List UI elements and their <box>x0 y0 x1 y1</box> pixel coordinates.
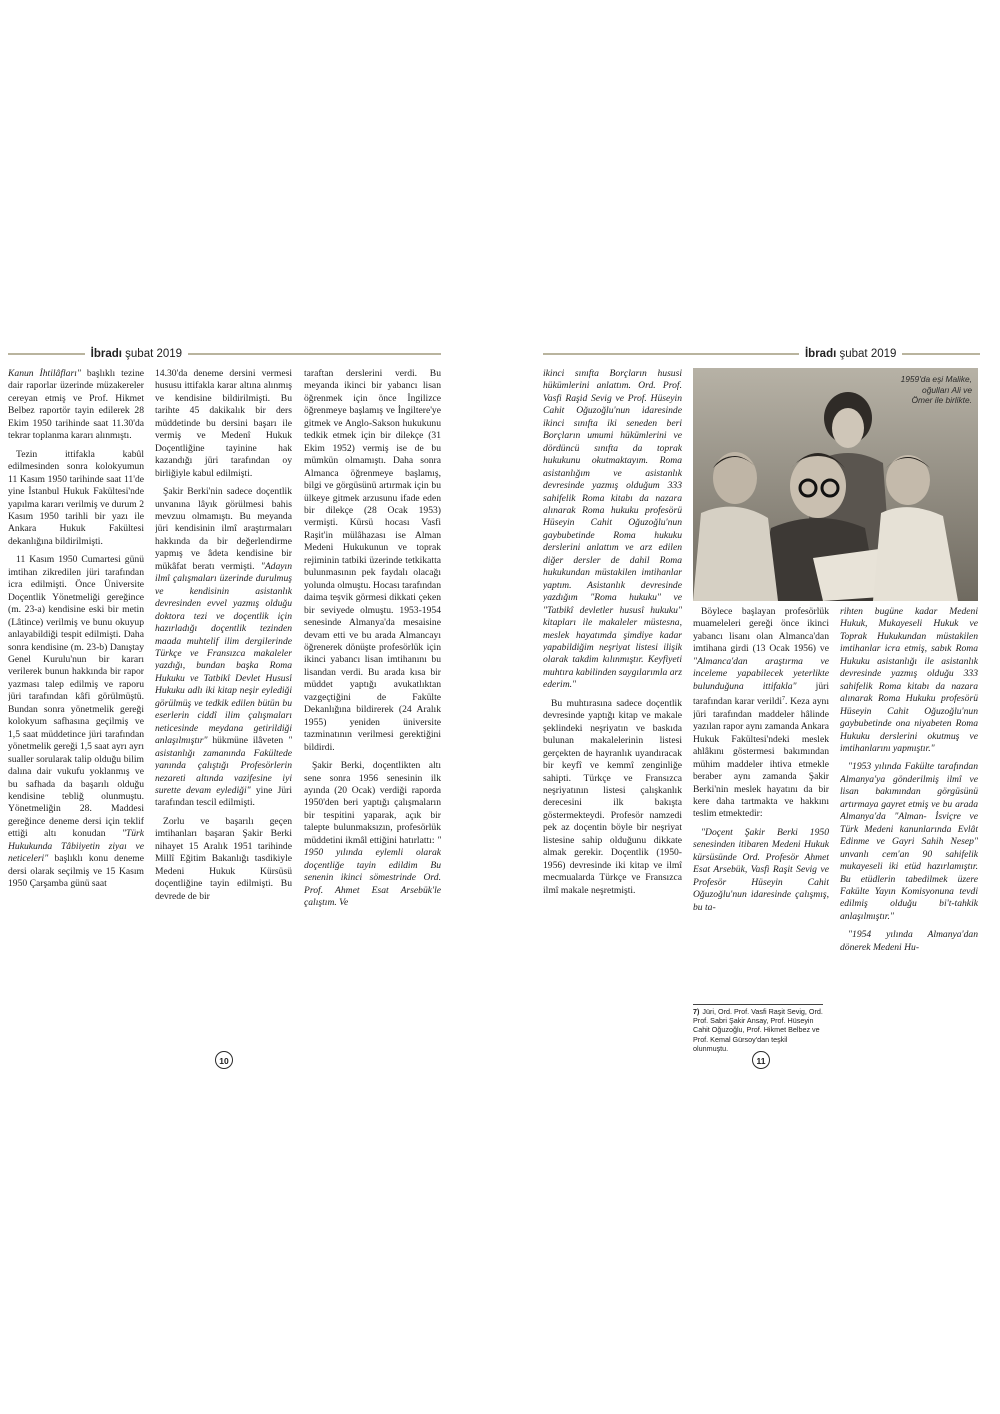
text-column-5 <box>693 606 829 998</box>
left-page-header <box>8 346 441 362</box>
paragraph: taraftan derslerini verdi. Bu meyanda ikinci bir yabancı lisan öğrenmek için önce İngilizce öğrenmeye başlamış ve İngiltere'ye gitmek ve Anglo-Sakson hukukunu tedkik etmek için bir dilekçe (31 Ekim 1952) vermiş ise de bu mümkün olmamıştı. Daha sonra Almanca öğrenmeye başlamış, bilgi ve görgüsünü artırmak için bu ülkeye gitmek arzusunu ifade eden bir dilekçe (28 Ocak 1953) vermişti. Kürsü hocası Vasfi Raşit'in mülâhazası ise Alman Medeni Hukukunun ve toprak rejiminin tatbiki üzerinde tetkikatta bulunmasının pek faydalı olacağı yolunda olmuştu. Hocası tarafından daima teşvik görmesi dikkati çeken bir seviyede olmuştu. 1953-1954 senesinde Almanya'da mesaisine devam etti ve bu arada Almancayı öğrenerek dönüşte profesörlük için ikinci yabancı lisan imtihanını bu lisandan verdi. Bu arada kısa bir müddet yaptığı avukatlıktan vazgeçtiğini de Fakülte Dekanlığına bildirerek (24 Aralık 1955) yeniden üniversite tazminatının verilmesi gerektiğini bildirdi. <box>304 368 441 753</box>
paragraph: Tezin ittifakla kabûl edilmesinden sonra kolokyumun 11 Kasım 1950 tarihinde saat 11'de yine İstanbul Hukuk Fakültesi'nde yapılma kararı verilmiş ve durum 2 Kasım 1950 tarihli bir yazı ile Ankara Hukuk Fakültesi dekanlığına bildirilmişti. <box>8 448 144 547</box>
paragraph: Böylece başlayan profesörlük muameleleri gereği önce ikinci yabancı lisanı olan Almanca'dan imtihana girdi (13 Ocak 1956) ve "Almanca'dan araştırma ve inceleme yapabilecek yeterlikte bulunduğuna ittifakla" jüri tarafından karar verildi$^7$. Keza aynı jüri tarafından maddeler hâlinde yazılan rapor aynı zamanda Ankara Hukuk Fakültesi'ndeki meslek ahlâkını göstermesi bakımından mühim maddeler ihtiva etmekle beraber aynı zamanda Şakir Berki'nin meslek hayatını da bir kere daha tartmakta ve hakkını teslim etmektedir: <box>693 606 829 820</box>
paragraph: Şakir Berki, doçentlikten altı sene sonra 1956 senesinin ilk ayında (20 Ocak) verdiği raporda 1950'den beri yaptığı çalışmaların bir tespitini yaparak, açık bir talepte bulunmaksızın, profesörlük müddetini ikmâl ettiğini hatırlattı: " 1950 yılında eylemli olarak doçentliğe tayin edildim Bu senenin ikinci sömestrinde Ord. Prof. Ahmet Esat Arsebük'le çalıştım. Ve <box>304 760 441 909</box>
paragraph: Bu muhtırasına sadece doçentlik devresinde yaptığı kitap ve makale şeklindeki neşriyatın ve baskıda bulunan makalelerinin listesi gerçekten de hayranlık uyandıracak bir keyfî ve kemmî zenginliğe sahipti. Türkçe ve Fransızca neşriyatının listesi çalışkanlık derecesini ilk bakışta göstermekteydi. Profesör namzedi pek az doçentin böyle bir neşriyat listesine sahip olduğunu dikkate almak gerekir. Doçentlik (1950-1956) devresinde iki kitap ve ilmî mecmualarda Türkçe ve Fransızca ilmî makale neşretmişti. <box>543 697 682 896</box>
paragraph: Zorlu ve başarılı geçen imtihanları başaran Şakir Berki nihayet 15 Aralık 1951 tarihinde Millî Eğitim Bakanlığı tasdikiyle Medeni Hukuk Kürsüsü doçentliğine tayin edilmişti. Bu devrede de bir <box>155 815 292 902</box>
paragraph: "Doçent Şakir Berki 1950 senesinden itibaren Medeni Hukuk kürsüsünde Ord. Profesör Ahmet Esat Arsebük, Vasfi Raşit Sevig ve Profesör Hüseyin Cahit Oğuzoğlu'nun idaresinde çalışmış, bu ta- <box>693 826 829 913</box>
footnote: 7) Jüri, Ord. Prof. Vasfi Raşit Sevig, Ord. Prof. Sabri Şakir Ansay, Prof. Hüseyin Cahit Oğuzoğlu, Prof. Hikmet Belbez ve Prof. Kemal Gürsoy'dan teşkil olunmuştu. <box>693 1004 823 1053</box>
header-rule <box>8 353 85 355</box>
photo-caption: 1959'da eşi Malike, oğulları Ali ve Ömer ile birlikte. <box>900 374 972 405</box>
page-number-right: 11 <box>752 1051 770 1069</box>
paragraph: 11 Kasım 1950 Cumartesi günü imtihan zikredilen jüri tarafından icra edilmişti. Önce Üniversite Doçentlik Yönetmeliği gereğince (m. 23-a) kendisine eski bir metin (Lâtince) verilmiş ve bunu okuyup anlayabildiği tespit edilmişti. Daha sonra kendisine (m. 23-b) Danıştay Genel Kurulu'nun bir kararı verilerek bunun hakkında bir rapor yazması talep edilmiş ve raporu jüri tarafından kâfi görülmüştü. Bundan sonra yönetmelik gereği kolokyum safhasına geçilmiş ve 1,5 saat müddetince jüri tarafından yönetmelik gereği 1,5 saat ayrı ayrı sualler sorularak talip olduğu bilim dalına dair vukufu yoklanmış ve bu safhada da başarılı olduğu kendisine tebliğ olunmuştu. Yönetmeliğin 28. Maddesi gereğince deneme dersi için teklif ettiği altı konudan "Türk Hukukunda Tâbiiyetin ziyaı ve neticeleri" başlıklı konu deneme dersi olarak seçilmiş ve 15 Kasım 1950 Çarşamba günü saat <box>8 554 144 890</box>
paragraph: Şakir Berki'nin sadece doçentlik unvanına lâyık görülmesi bahis mevzuu olmamıştı. Bu meyanda jüri kendisinin ilmî araştırmaları hakkında da bir değerlendirme yapmış ve âdeta kendisine bir mükâfat beratı vermişti. "Adayın ilmî çalışmaları üzerinde durulmuş ve kendisinin asistanlık devresinden evvel yazmış olduğu doktora tezi ve doçentlik için hazırladığı doçentlik tezinden maada muhtelif ilim dergilerinde Türkçe ve Fransızca makaleler yazdığı, bundan başka Roma Hukuku ve Tatbikî Devlet Hususî Hukuku adlı iki kitap neşir eylediği görülmüş ve tedkik edilen bütün bu eserlerin ciddî ilim çalışmaları neticesinde meydana getirildiği anlaşılmıştır" hükmüne ilâveten " asistanlığı zamanında Fakültede yanında çalıştığı Profesörlerin nezareti altında vazifesine iyi surette devam eylediği" yine Jüri tarafından tescil edilmişti. <box>155 486 292 809</box>
paragraph: Kanun İhtilâfları" başlıklı tezine dair raporlar üzerinde müzakereler cereyan etmiş ve Prof. Hikmet Belbez raportör tayin edilerek 28 Ekim 1950 tarihinde saat 11.30'da tekrar toplanma kararı alınmıştı. <box>8 368 144 442</box>
text-column-2 <box>155 368 292 1048</box>
paragraph: ikinci sınıfta Borçların hususi hükümlerini anlattım. Ord. Prof. Vasfi Raşid Sevig ve Prof. Hüseyin Cahit Oğuzoğlu'nun idaresinde ikinci sınıfta iki seneden beri Borçların umumi hükümlerini ve dördüncü sınıfta da toprak hukukunu okutmaktayım. Roma asistanlığım ve asistanlık devresinde yazmış olduğum 333 sahifelik Roma kitabı da nazara alınarak Roma hukuku profesörü Hüseyin Cahit Oğuzoğlu'nun gaybubetinde Roma hukuku derslerini anlattım ve arz edilen diğer dersler de dahil Roma hukukundan müstakilen imtihanlar yaptım. Asistanlık devresinde yazdığım "Roma hukuku" ve "Tatbikî devletler hususî hukuku" kitapları ile makaleler müstesna, meslek hayatımda şimdiye kadar yapabildiğim neşriyat listesi ilişik olarak takdim kılınmıştır. Keyfiyeti muhtıra kabilinden saygılarımla arz ederim." <box>543 368 682 691</box>
paragraph: "1954 yılında Almanya'dan dönerek Medeni Hu- <box>840 929 978 953</box>
page-number-left: 10 <box>215 1051 233 1069</box>
right-page-header <box>543 346 980 362</box>
header-rule <box>188 353 441 355</box>
text-column-1 <box>8 368 144 1048</box>
paragraph: rihten bugüne kadar Medeni Hukuk, Mukayeseli Hukuk ve Toprak Hukukundan müstakilen imtihanlar icra etmiş, sabık Roma Hukuku asistanlığı ile asistanlık devresinde yazmış olduğu 333 sahifelik Roma kitabı da nazara alınarak Roma Hukuku profesörü Hüseyin Cahit Oğuzoğlu'nun gaybubetinde ona niyabeten Roma Hukuku derslerini okutmuş ve imtihanlarını yapmıştır." <box>840 606 978 754</box>
text-column-4 <box>543 368 682 1048</box>
paragraph: 14.30'da deneme dersini vermesi hususu ittifakla karar altına alınmış ve kendisine bildirilmişti. Bu tarihte 45 dakikalık bir ders müddetinde bu dersini başarı ile vermiş ve Medenî Hukuk Doçentliğine tayinine hak kazandığı jüri tarafından oy birliğiyle kabul edilmişti. <box>155 368 292 479</box>
magazine-title: İbradı şubat 2019 <box>804 348 897 360</box>
paragraph: "1953 yılında Fakülte tarafından Almanya'ya gönderilmiş ilmî ve lisan bakımından görgüsünü artırmaya gayret etmiş ve bu arada Almanya'da "Alman- İsviçre ve Türk Medeni kanunlarında Evlât Edinme ve Gayri Sahih Nesep" unvanlı cem'an 90 sahifelik mukayeseli iki etüd hazırlamıştır. Bu etüdlerin tabedilmek üzere Fakülte Yayın Komisyonuna tevdi edilmiş olduğu bi't-tahkik anlaşılmıştır." <box>840 761 978 922</box>
header-rule <box>543 353 799 355</box>
text-column-3 <box>304 368 441 1048</box>
family-photo-icon <box>693 368 978 601</box>
footnote-rule <box>693 1004 823 1005</box>
text-column-6 <box>840 606 978 1048</box>
magazine-title: İbradı şubat 2019 <box>90 348 183 360</box>
header-rule <box>902 353 980 355</box>
